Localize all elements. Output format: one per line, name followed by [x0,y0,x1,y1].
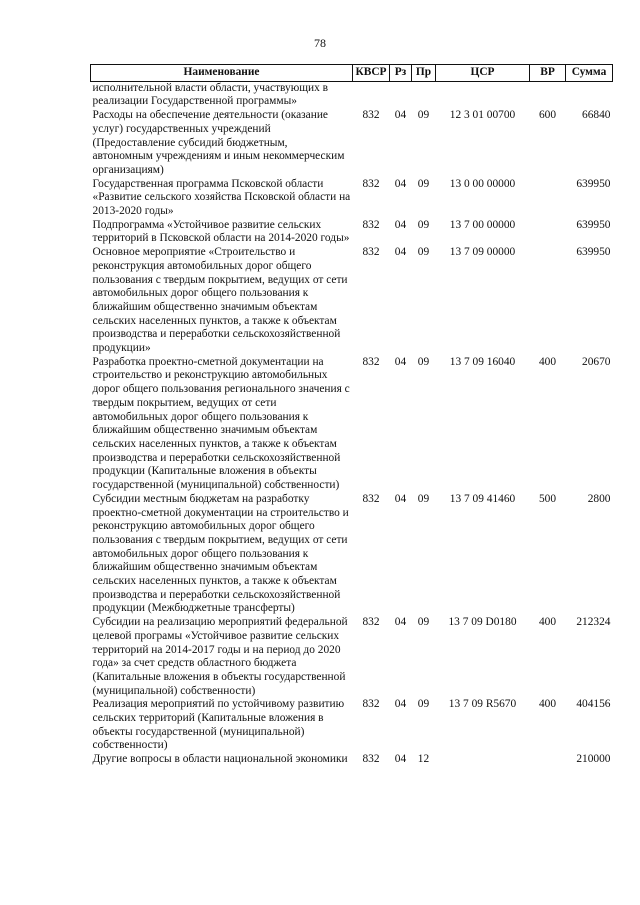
cell-sum: 2800 [587,492,611,505]
cell-vr: 600 [538,109,557,122]
budget-table [90,64,613,767]
cell-sum: 404156 [576,698,611,711]
cell-name: Субсидии местным бюджетам на разработку проектно-сметной документации на строительство и реконструкцию автомобильных дорог общего пользования с твердым покрытием, ведущих от сети автомобильных дорог общего пользования к ближайшим общественно значимым объектам сельских населенных пунктов, а также к объектам производства и переработки сельскохозяйственной продукции (Межбюджетные трансферты) [92,492,349,615]
cell-kvsr: 832 [362,177,380,190]
cell-csr: 13 0 00 00000 [449,177,516,190]
cell-pr: 09 [417,246,430,259]
cell-pr: 09 [417,492,430,505]
cell-rz: 04 [394,246,407,259]
cell-name: Разработка проектно-сметной документации на строительство и реконструкцию автомобильных дорог общего пользования регионального значения с твердым покрытием, ведущих от сети автомобильных дорог общего пользования к ближайшим общественно значимым объектам сельских населенных пунктов, а также к объектам производства и переработки сельскохозяйственной продукции (Капитальные вложения в объекты государственной (муниципальной) собственности) [92,355,350,492]
table-row [91,616,613,698]
table-row [91,109,613,178]
cell-rz [390,81,412,109]
cell-name: Государственная программа Псковской области «Развитие сельского хозяйства Псковской области на 2013-2020 годы» [92,177,351,218]
cell-kvsr: 832 [362,246,380,259]
cell-kvsr: 832 [362,355,380,368]
cell-csr [436,753,530,767]
cell-vr [530,178,566,219]
header-kvsr: КВСР [353,65,390,82]
cell-csr: 13 7 09 41460 [449,492,516,505]
cell-vr: 400 [538,698,557,711]
table-header-row [91,65,613,82]
cell-sum: 639950 [576,218,611,231]
cell-csr: 12 3 01 00700 [449,109,516,122]
header-rz: Рз [390,65,412,82]
page-number: 78 [314,36,326,50]
cell-rz: 04 [394,492,407,505]
cell-csr: 13 7 09 16040 [449,355,516,368]
cell-pr [412,81,436,109]
cell-sum: 639950 [576,177,611,190]
cell-csr: 13 7 09 R5670 [448,698,517,711]
cell-pr: 09 [417,698,430,711]
table-row [91,753,613,767]
cell-csr: 13 7 09 D0180 [448,616,517,629]
cell-sum: 66840 [582,109,611,122]
cell-sum: 212324 [576,616,611,629]
cell-sum [566,81,613,109]
cell-name: Другие вопросы в области национальной экономики [92,753,348,766]
cell-rz: 04 [394,355,407,368]
cell-kvsr: 832 [362,698,380,711]
cell-kvsr: 832 [362,109,380,122]
header-pr: Пр [412,65,436,82]
cell-sum: 639950 [576,246,611,259]
cell-name: Реализация мероприятий по устойчивому развитию сельских территорий (Капитальные вложения в объекты государственной (муниципальной) собственности) [92,698,345,752]
cell-rz: 04 [394,753,407,766]
table-row [91,493,613,616]
cell-pr: 09 [417,355,430,368]
table-body [91,81,613,767]
cell-kvsr [353,81,390,109]
cell-rz: 04 [394,177,407,190]
header-csr: ЦСР [436,65,530,82]
table-row [91,246,613,356]
header-name: Наименование [91,65,353,82]
cell-kvsr: 832 [362,616,380,629]
table-row [91,698,613,753]
cell-rz: 04 [394,109,407,122]
cell-sum: 20670 [582,355,611,368]
cell-pr: 09 [417,177,430,190]
cell-kvsr: 832 [362,753,380,766]
cell-vr: 400 [538,616,557,629]
header-sum: Сумма [566,65,613,82]
cell-csr: 13 7 00 00000 [449,218,516,231]
cell-name: Субсидии на реализацию мероприятий федеральной целевой програмы «Устойчивое развитие сельских территорий на 2014-2017 годы и на период до 2020 года» за счет средств областного бюджета (Капитальные вложения в объекты государственной (муниципальной) собственности) [92,616,348,697]
cell-name: Подпрограмма «Устойчивое развитие сельских территорий в Псковской области на 2014-2020 годы» [92,218,350,245]
cell-sum: 210000 [576,753,611,766]
header-vr: ВР [530,65,566,82]
cell-vr [530,246,566,356]
cell-name: исполнительной власти области, участвующих в реализации Государственной программы» [92,81,329,108]
table-row [91,81,613,109]
cell-kvsr: 832 [362,218,380,231]
cell-pr: 09 [417,616,430,629]
cell-vr [530,753,566,767]
table-row [91,219,613,246]
table-row [91,178,613,219]
cell-name: Основное мероприятие «Строительство и реконструкция автомобильных дорог общего пользования с твердым покрытием, ведущих от сети автомобильных дорог общего пользования к ближайшим общественно значимым объектам сельских населенных пунктов, а также к объектам производства и переработки сельскохозяйственной продукции» [92,246,348,355]
cell-vr: 400 [538,355,557,368]
table-row [91,356,613,493]
cell-csr [436,81,530,109]
cell-pr: 09 [417,218,430,231]
cell-kvsr: 832 [362,492,380,505]
cell-pr: 09 [417,109,430,122]
cell-rz: 04 [394,218,407,231]
cell-name: Расходы на обеспечение деятельности (оказание услуг) государственных учреждений (Предоставление субсидий бюджетным, автономным учреждениям и иным некоммерческим организациям) [92,109,345,176]
cell-rz: 04 [394,698,407,711]
cell-csr: 13 7 09 00000 [449,246,516,259]
cell-pr: 12 [417,753,430,766]
cell-vr [530,81,566,109]
cell-vr: 500 [538,492,557,505]
cell-vr [530,219,566,246]
cell-rz: 04 [394,616,407,629]
